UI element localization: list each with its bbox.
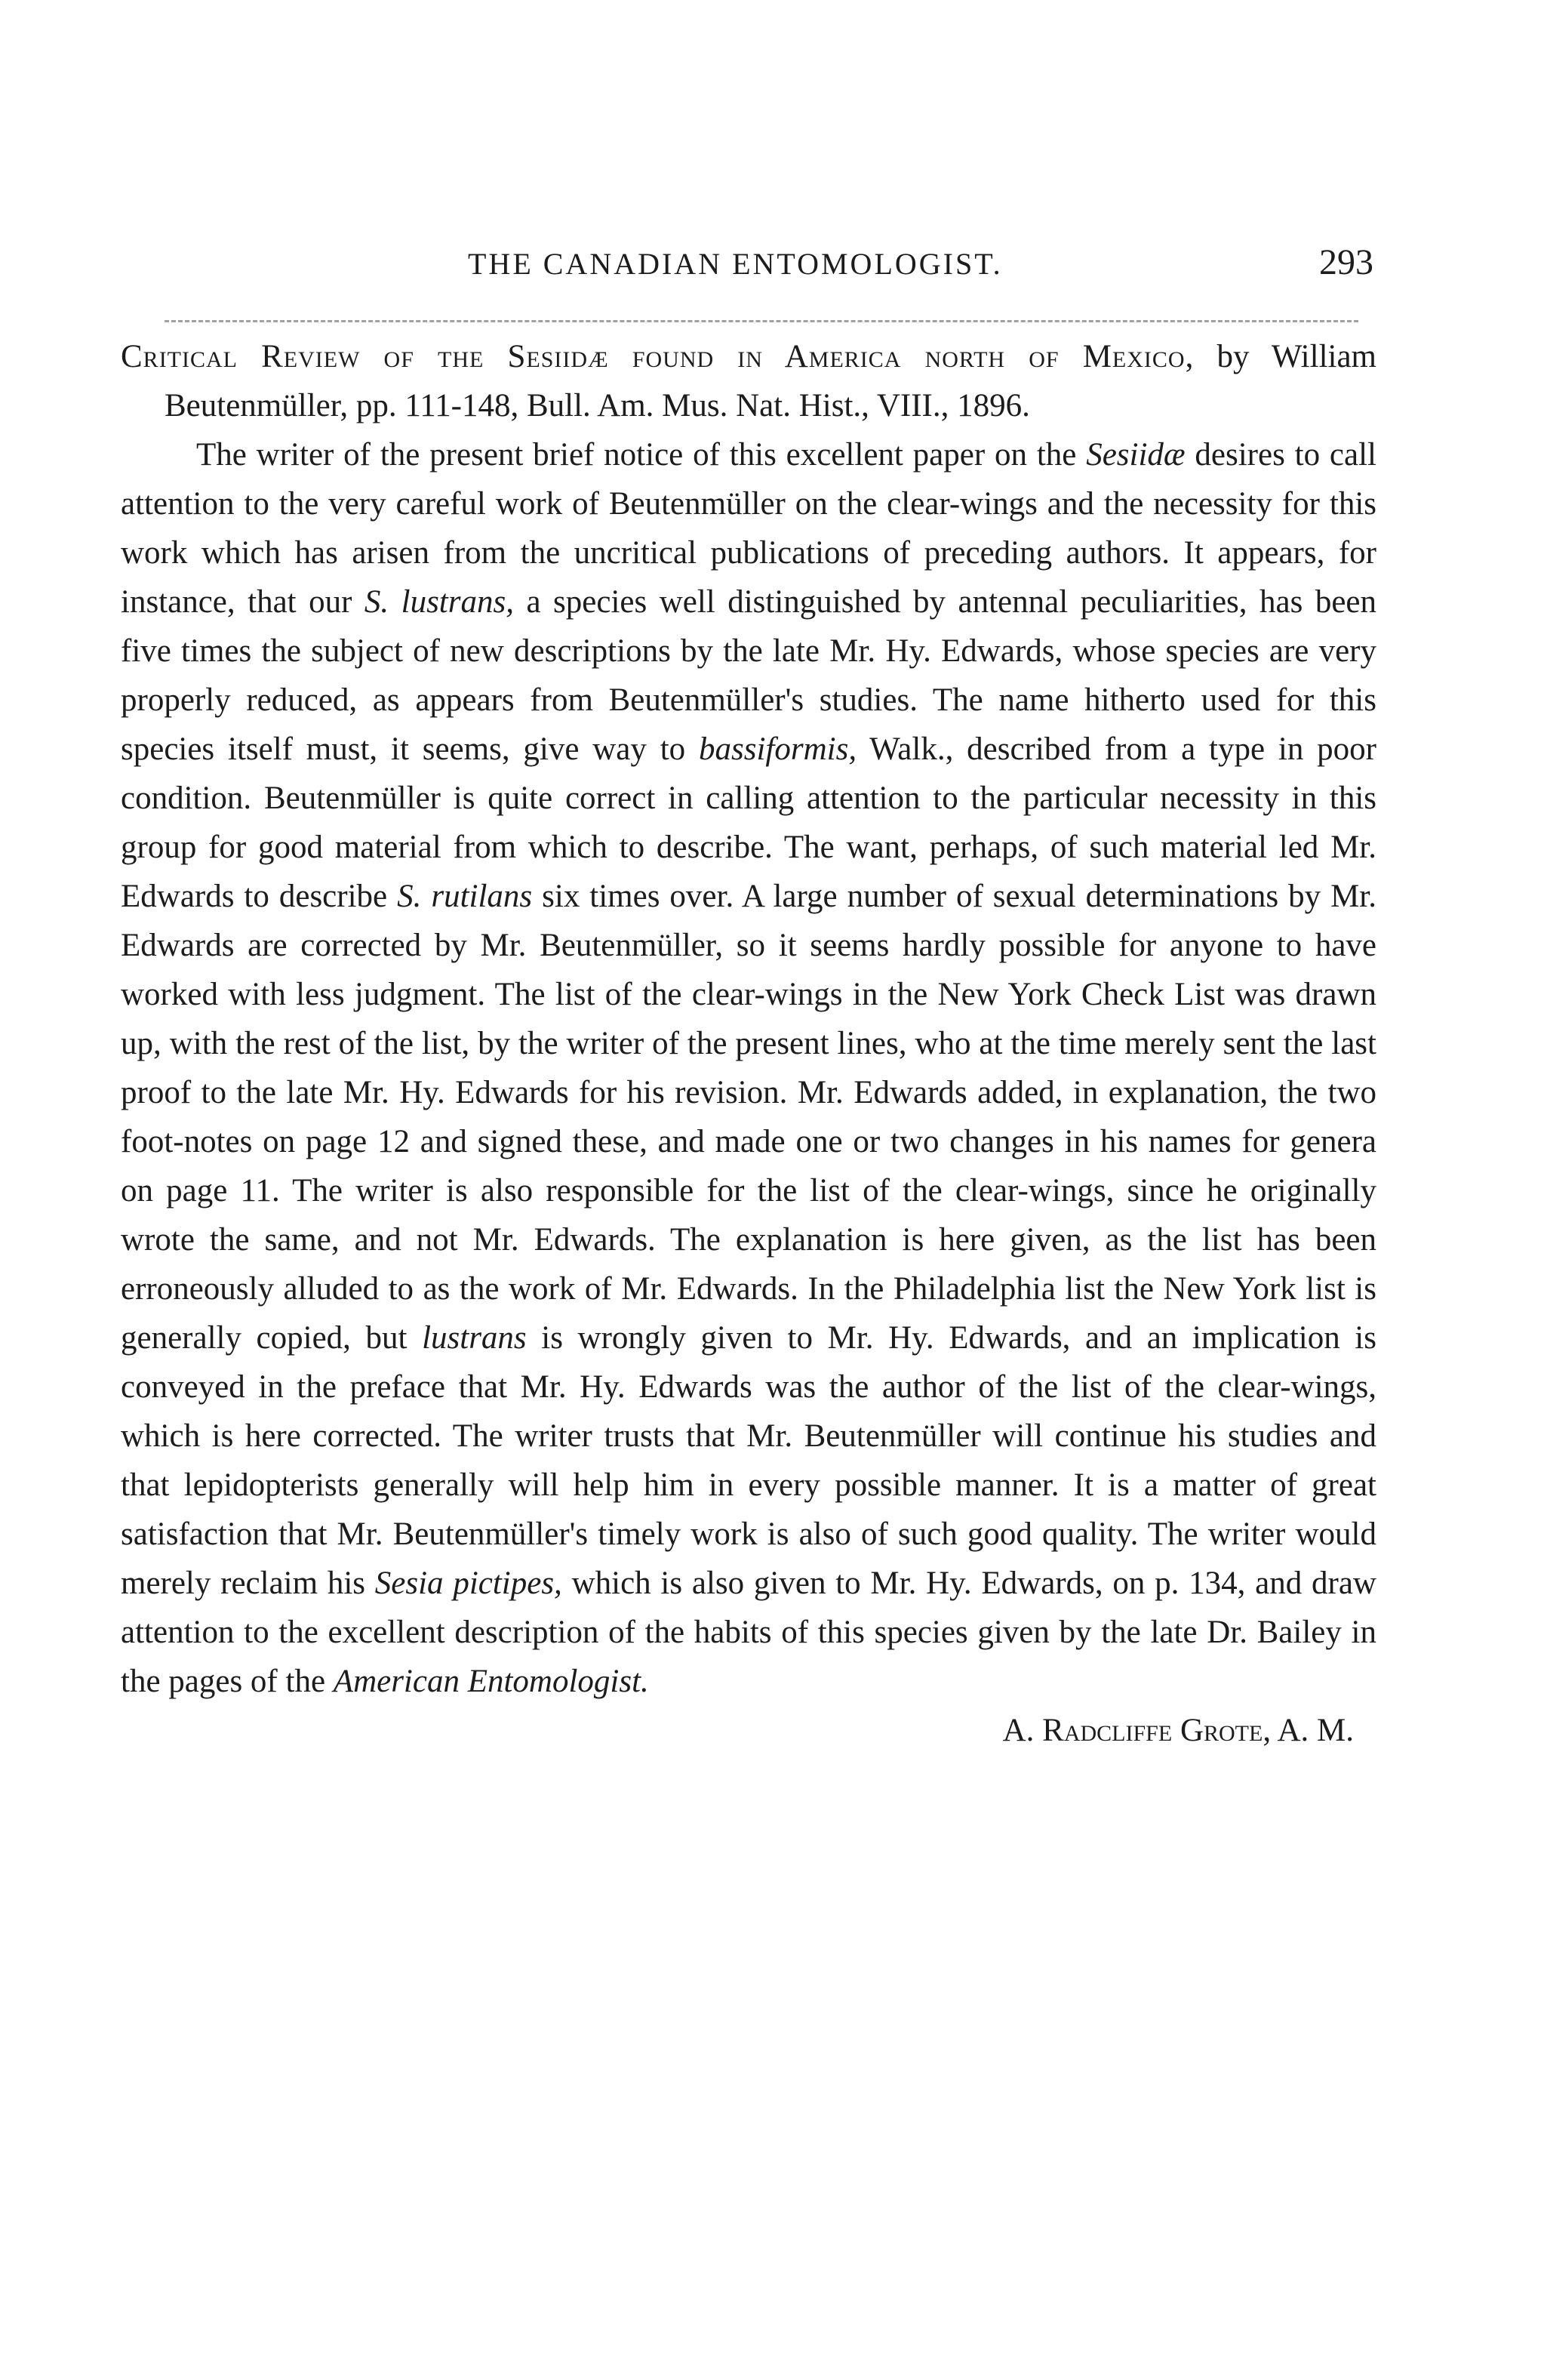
review-body bbox=[121, 430, 1376, 1706]
taxon-name: bassiformis, bbox=[699, 731, 857, 767]
author-signature: A. Radcliffe Grote, A. M. bbox=[1002, 1713, 1354, 1748]
taxon-name: S. rutilans bbox=[397, 879, 533, 914]
body-text-segment: a species well distinguished by antennal peculiarities, has been five times the subject of new descriptions by the late Mr. Hy. Edwards, whose species are very properly reduced, as appears from Beutenmüller's studies. The name hitherto used for this species itself must, it seems, give way to bbox=[121, 584, 1376, 767]
journal-title: THE CANADIAN ENTOMOLOGIST. bbox=[468, 247, 1003, 281]
taxon-name: Sesia pictipes, bbox=[374, 1566, 562, 1601]
running-header bbox=[121, 242, 1373, 291]
body-text-segment: six times over. A large number of sexual determinations by Mr. Edwards are corrected by Mr. Beutenmüller, so it seems hardly possible for anyone to have worked with less judgment. The list of the clear-wings in the New York Check List was drawn up, with the rest of the list, by the writer of the present lines, who at the time merely sent the last proof to the late Mr. Hy. Edwards for his revision. Mr. Edwards added, in explanation, the two foot-notes on page 12 and signed these, and made one or two changes in his names for genera on page 11. The writer is also responsible for the list of the clear-wings, since he originally wrote the same, and not Mr. Edwards. The explanation is here given, as the list has been erroneously alluded to as the work of Mr. Edwards. In the Philadelphia list the New York list is generally copied, but bbox=[121, 879, 1377, 1356]
body-text-segment: which is also given to Mr. Hy. Edwards, on p. 134, and draw attention to the excellent description of the habits of this species given by the late Dr. Bailey in the pages of the bbox=[121, 1566, 1376, 1699]
review-citation: by William Beutenmüller, pp. 111-148, Bull. Am. Mus. Nat. Hist., VIII., 1896. bbox=[165, 339, 1376, 423]
header-rule bbox=[165, 320, 1358, 322]
review-title: Critical Review of the Sesiidæ found in America north of Mexico, bbox=[121, 339, 1195, 374]
journal-reference: American Entomologist. bbox=[333, 1664, 649, 1699]
review-heading bbox=[121, 332, 1376, 430]
body-text-segment: is wrongly given to Mr. Hy. Edwards, and an implication is conveyed in the preface that Mr. Hy. Edwards was the author of the list of the clear-wings, which is here corrected. The writer trusts that Mr. Beutenmüller will continue his studies and that lepidopterists generally will help him in every possible manner. It is a matter of great satisfaction that Mr. Beutenmüller's timely work is also of such good quality. The writer would merely reclaim his bbox=[121, 1320, 1376, 1601]
body-text-segment: Walk., described from a type in poor condition. Beutenmüller is quite correct in calling attention to the particular necessity in this group for good material from which to describe. The want, perhaps, of such material led Mr. Edwards to describe bbox=[121, 731, 1377, 914]
taxon-name: S. lustrans, bbox=[364, 584, 514, 620]
page-number: 293 bbox=[1319, 242, 1373, 282]
body-text-segment: desires to call attention to the very careful work of Beutenmüller on the clear-wings and the necessity for this work which has arisen from the uncritical publications of preceding authors. It appears, for instance, that our bbox=[121, 437, 1376, 620]
taxon-name: lustrans bbox=[422, 1320, 527, 1356]
taxon-name: Sesiidæ bbox=[1086, 437, 1186, 473]
body-text-segment: The writer of the present brief notice of this excellent paper on the bbox=[196, 437, 1087, 473]
review-article bbox=[121, 332, 1376, 1755]
